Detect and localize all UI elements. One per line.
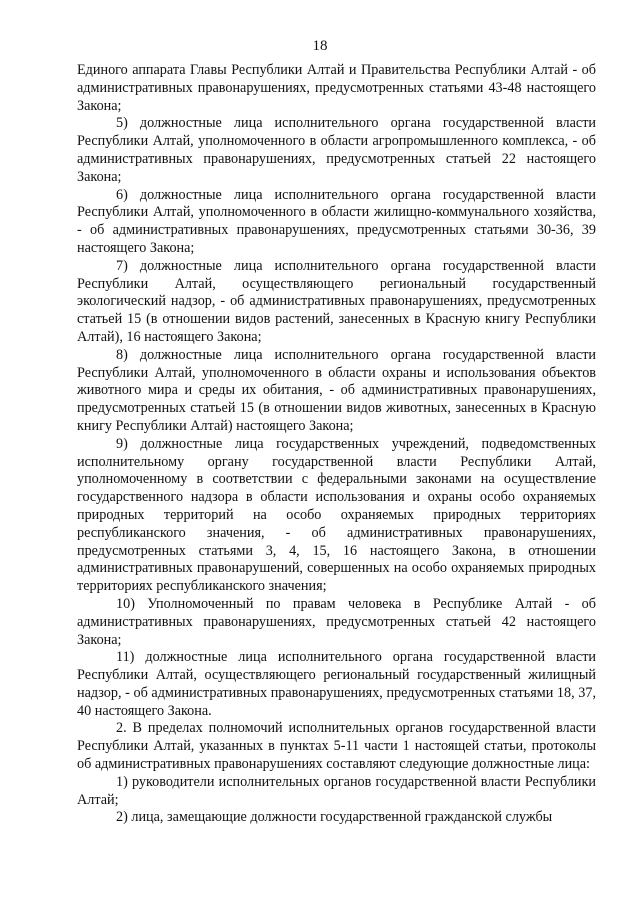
paragraph-item-8: 8) должностные лица исполнительного органа государственной власти Республики Алтай, уполномоченного в области охраны и использования объектов животного мира и среды их обитания, - об административных правонарушениях, предусмотренных статьей 15 (в отношении видов животных, занесенных в Красную книгу Республики Алтай) настоящего Закона;	[77, 346, 596, 434]
paragraph-item-5: 5) должностные лица исполнительного органа государственной власти Республики Алтай, уполномоченного в области агропромышленного комплекса, - об административных правонарушениях, предусмотренных статьей 22 настоящего Закона;	[77, 115, 596, 185]
paragraph-continuation: Единого аппарата Главы Республики Алтай и Правительства Республики Алтай - об административных правонарушениях, предусмотренных статьями 43-48 настоящего Закона;	[77, 62, 596, 114]
paragraph-part-2: 2. В пределах полномочий исполнительных органов государственной власти Республики Алтай, указанных в пунктах 5-11 части 1 настоящей статьи, протоколы об административных правонарушениях составляют следующие должностные лица:	[77, 720, 596, 773]
page-number: 18	[312, 38, 328, 54]
paragraph-subitem-1: 1) руководители исполнительных органов государственной власти Республики Алтай;	[77, 773, 596, 808]
paragraph-item-6: 6) должностные лица исполнительного органа государственной власти Республики Алтай, уполномоченного в области жилищно-коммунального хозяйства, - об административных правонарушениях, предусмотренных статьями 30-36, 39 настоящего Закона;	[77, 186, 596, 256]
paragraph-item-9: 9) должностные лица государственных учреждений, подведомственных исполнительному органу государственной власти Республики Алтай, уполномоченному в соответствии с федеральными законами на осуществление государственного надзора в области использования и охраны особо охраняемых природных территорий на особо охраняемых природных территориях республиканского значения, - об административных правонарушениях, предусмотренных статьями 3, 4, 15, 16 настоящего Закона, в отношении административных правонарушений, совершенных на особо охраняемых природных территориях республиканского значения;	[77, 435, 596, 595]
paragraph-item-10: 10) Уполномоченный по правам человека в Республике Алтай - об административных правонарушениях, предусмотренных статьей 42 настоящего Закона;	[77, 595, 596, 648]
document-body	[77, 62, 596, 827]
paragraph-item-11: 11) должностные лица исполнительного органа государственной власти Республики Алтай, осуществляющего региональный государственный жилищный надзор, - об административных правонарушениях, предусмотренных статьями 18, 37, 40 настоящего Закона.	[77, 649, 596, 719]
paragraph-item-7: 7) должностные лица исполнительного органа государственной власти Республики Алтай, осуществляющего региональный государственный экологический надзор, - об административных правонарушениях, предусмотренных статьей 15 (в отношении видов растений, занесенных в Красную книгу Республики Алтай), 16 настоящего Закона;	[77, 257, 596, 345]
paragraph-subitem-2: 2) лица, замещающие должности государственной гражданской службы	[116, 809, 553, 826]
